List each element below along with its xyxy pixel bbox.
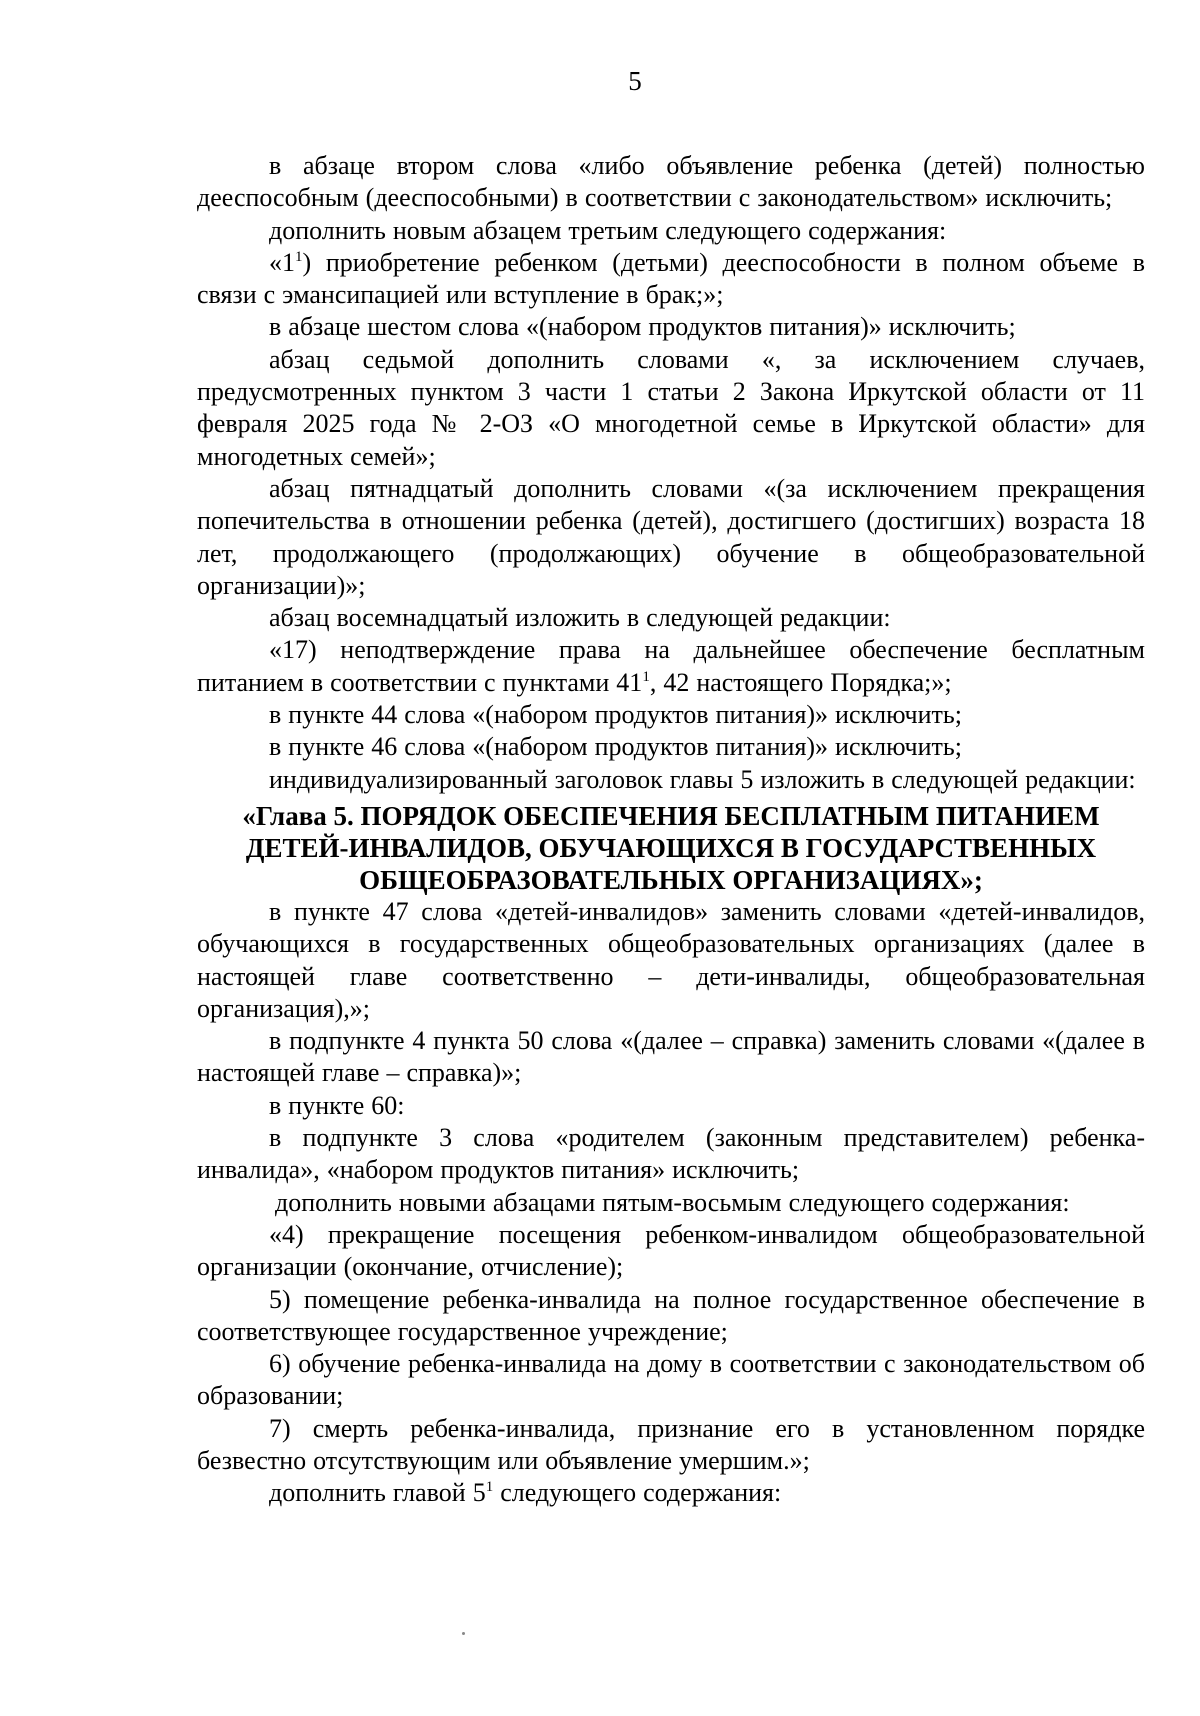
paragraph [197,247,1145,312]
paragraph: дополнить новыми абзацами пятым-восьмым следующего содержания: [275,1187,1070,1217]
paragraph: дополнить новым абзацем третьим следующего содержания: [269,215,947,245]
paragraph: абзац седьмой дополнить словами «, за исключением случаев, предусмотренных пунктом 3 части 1 статьи 2 Закона Иркутской области от 11 февраля 2025 года № 2-ОЗ «О многодетной семье в Иркутской области» для многодетных семей»; [197,344,1145,471]
paragraph: в абзаце втором слова «либо объявление ребенка (детей) полностью дееспособным (дееспособными) в соответствии с законодательством» исключить; [197,151,1145,213]
scan-speck [462,1632,465,1635]
paragraph-text: следующего содержания: [493,1478,782,1508]
paragraph-text: , 42 настоящего Порядка;»; [649,667,952,697]
paragraph: в пункте 46 слова «(набором продуктов питания)» исключить; [269,732,962,762]
paragraph: в пункте 44 слова «(набором продуктов питания)» исключить; [269,700,962,730]
page-number: 5 [628,66,642,96]
paragraph: в пункте 60: [269,1090,405,1120]
document-body [197,150,1145,1510]
paragraph: 5) помещение ребенка-инвалида на полное государственное обеспечение в соответствующее государственное учреждение; [197,1284,1145,1346]
paragraph: 6) обучение ребенка-инвалида на дому в соответствии с законодательством об образовании; [197,1349,1145,1411]
paragraph: в абзаце шестом слова «(набором продуктов питания)» исключить; [269,312,1016,342]
paragraph: «4) прекращение посещения ребенком-инвалидом общеобразовательной организации (окончание, отчисление); [197,1219,1145,1282]
paragraph: индивидуализированный заголовок главы 5 изложить в следующей редакции: [269,764,1136,794]
paragraph: абзац пятнадцатый дополнить словами «(за исключением прекращения попечительства в отношении ребенка (детей), достигшего (достигших) возраста 18 лет, продолжающего (продолжающих) обучение в общеобразовательной организации)»; [197,473,1145,600]
paragraph: абзац восемнадцатый изложить в следующей редакции: [269,603,891,633]
superscript: 1 [295,248,303,265]
paragraph [197,634,1145,699]
paragraph: 7) смерть ребенка-инвалида, признание его в установленном порядке безвестно отсутствующим или объявление умершим.»; [197,1413,1145,1475]
paragraph: в подпункте 3 слова «родителем (законным представителем) ребенка-инвалида», «набором продуктов питания» исключить; [197,1123,1145,1185]
paragraph: в подпункте 4 пункта 50 слова «(далее – справка) заменить словами «(далее в настоящей главе – справка)»; [197,1026,1145,1088]
paragraph-text: дополнить главой 5 [269,1478,486,1508]
paragraph-text: «1 [269,247,295,277]
heading-line: ОБЩЕОБРАЗОВАТЕЛЬНЫХ ОРГАНИЗАЦИЯХ»; [359,864,983,895]
paragraph [197,1477,1145,1509]
heading-line: «Глава 5. ПОРЯДОК ОБЕСПЕЧЕНИЯ БЕСПЛАТНЫМ ПИТАНИЕМ [242,800,1100,831]
superscript: 1 [642,668,650,685]
paragraph-text: «17) неподтверждение права на дальнейшее обеспечение бесплатным питанием в соответствии с пунктами 41 [197,635,1145,697]
heading-line: ДЕТЕЙ-ИНВАЛИДОВ, ОБУЧАЮЩИХСЯ В ГОСУДАРСТВЕННЫХ [245,832,1097,863]
superscript: 1 [485,1479,494,1496]
chapter-heading [197,800,1145,896]
paragraph-text: ) приобретение ребенком (детьми) дееспособности в полном объеме в связи с эмансипацией или вступление в брак;»; [197,247,1145,310]
paragraph: в пункте 47 слова «детей-инвалидов» заменить словами «детей-инвалидов, обучающихся в государственных общеобразовательных организациях (далее в настоящей главе соответственно – дети-инвалиды, общеобразовательная организация),»; [197,896,1145,1023]
